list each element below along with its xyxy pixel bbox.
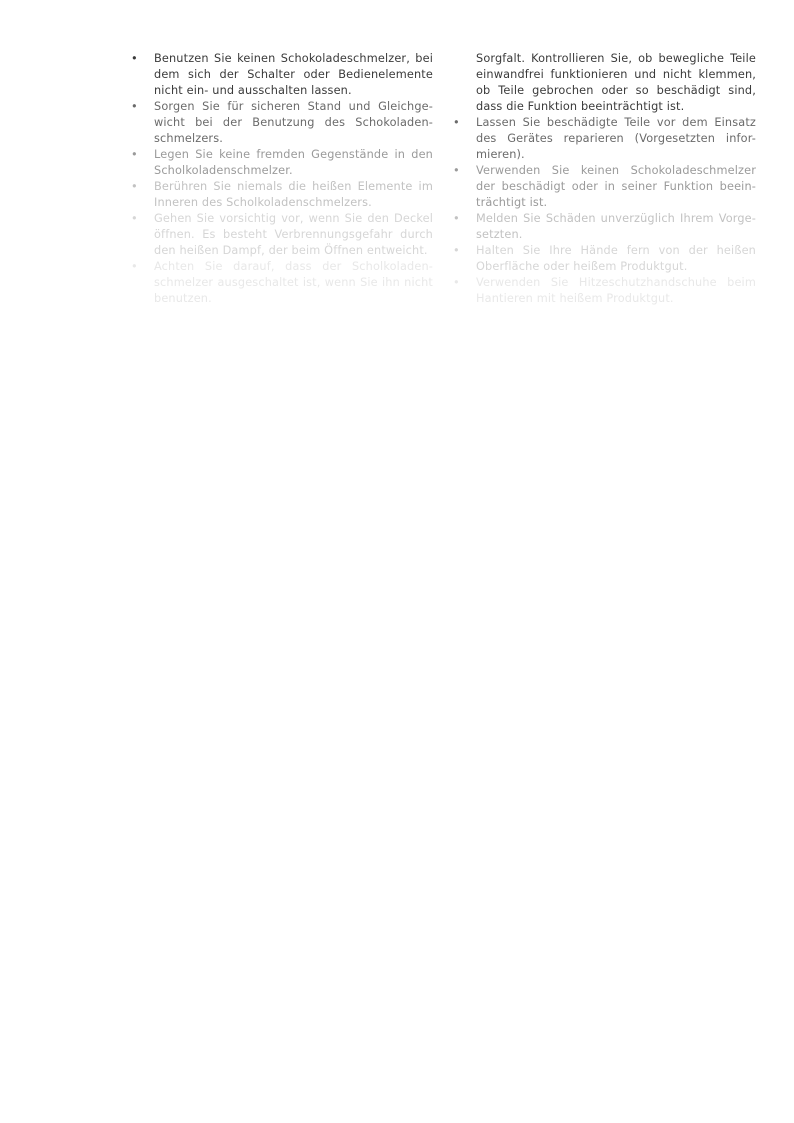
list-item-text: Berühren Sie niemals die heißen Elemente im Inneren des Scholkoladenschmelzers. — [154, 180, 433, 209]
list-item — [131, 147, 433, 179]
bullet: • — [453, 212, 460, 225]
bullet: • — [453, 164, 460, 177]
safety-list-right — [453, 115, 756, 306]
bullet: • — [453, 116, 460, 129]
list-item — [453, 115, 756, 163]
list-item — [453, 211, 756, 243]
bullet: • — [131, 260, 138, 273]
bullet: • — [131, 148, 138, 161]
bullet: • — [453, 244, 460, 257]
list-item — [453, 275, 756, 306]
continued-paragraph: Sorgfalt. Kontrollieren Sie, ob bewegliche Teile einwandfrei funktionieren und nicht klemmen, ob Teile gebrochen oder so beschädigt sind, dass die Funktion beeinträchtigt ist. — [476, 52, 756, 113]
list-item-text: Gehen Sie vorsichtig vor, wenn Sie den Deckel öffnen. Es besteht Verbrennungsgefahr durch den heißen Dampf, der beim Öffnen entweicht. — [154, 212, 433, 257]
list-item-text: Halten Sie Ihre Hände fern von der heißen Oberfläche oder heißem Produktgut. — [476, 244, 756, 273]
bullet: • — [131, 212, 138, 225]
list-item-text: Sorgen Sie für sicheren Stand und Gleichge-wicht bei der Benutzung des Schokoladen-schmelzers. — [154, 100, 433, 145]
list-item-text: Lassen Sie beschädigte Teile vor dem Einsatz des Gerätes reparieren (Vorgesetzten infor-mieren). — [476, 116, 756, 161]
list-item — [131, 179, 433, 211]
list-item — [131, 211, 433, 259]
right-column — [453, 51, 756, 306]
bullet: • — [131, 52, 138, 65]
list-item-text: Melden Sie Schäden unverzüglich Ihrem Vorge-setzten. — [476, 212, 756, 241]
safety-list-left — [131, 51, 433, 306]
list-item-text: Achten Sie darauf, dass der Scholkoladen-schmelzer ausgeschaltet ist, wenn Sie ihn nicht benutzen. — [154, 260, 433, 305]
list-item — [131, 99, 433, 147]
list-item — [453, 163, 756, 211]
left-column — [131, 51, 433, 306]
bullet: • — [453, 276, 460, 289]
list-item-text: Verwenden Sie Hitzeschutzhandschuhe beim Hantieren mit heißem Produktgut. — [476, 276, 756, 305]
list-item — [131, 51, 433, 99]
list-item — [131, 259, 433, 306]
bullet: • — [131, 100, 138, 113]
bullet: • — [131, 180, 138, 193]
list-item-text: Verwenden Sie keinen Schokoladeschmelzer der beschädigt oder in seiner Funktion beein-trächtigt ist. — [476, 164, 756, 209]
list-item-text: Benutzen Sie keinen Schokoladeschmelzer, bei dem sich der Schalter oder Bedienelemente nicht ein- und ausschalten lassen. — [154, 52, 433, 97]
list-item-text: Legen Sie keine fremden Gegenstände in den Scholkoladenschmelzer. — [154, 148, 433, 177]
list-item — [453, 243, 756, 275]
